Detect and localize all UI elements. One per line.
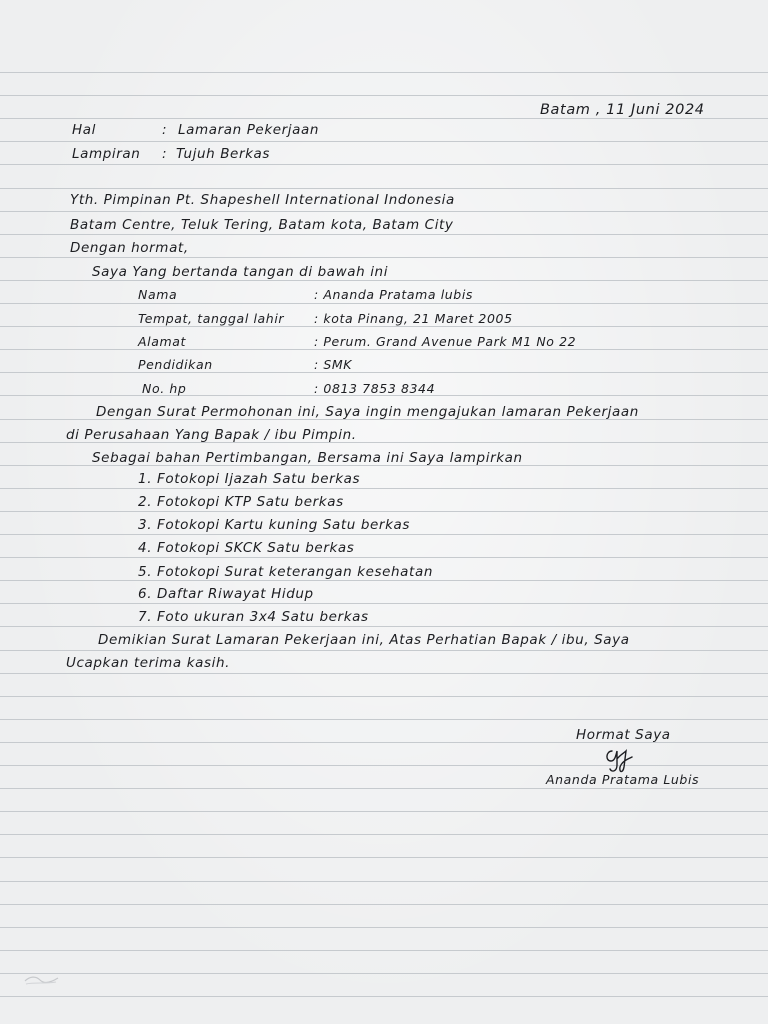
ruled-line [0,326,768,327]
sign-off: Hormat Saya [576,727,671,743]
signer-name: Ananda Pratama Lubis [546,772,700,787]
ruled-line [0,765,768,766]
ruled-line [0,164,768,165]
ruled-line [0,95,768,96]
attachment-item: 2. Fotokopi KTP Satu berkas [138,494,344,510]
recipient-line-1: Yth. Pimpinan Pt. Shapeshell International Indonesia [70,192,455,208]
attachment-label: Lampiran [72,146,141,162]
ruled-line [0,996,768,997]
ruled-line [0,257,768,258]
body-line-1: Dengan Surat Permohonan ini, Saya ingin mengajukan lamaran Pekerjaan [96,404,639,420]
ruled-line [0,557,768,558]
ruled-line [0,973,768,974]
recipient-line-2: Batam Centre, Teluk Tering, Batam kota, Batam City [70,217,454,233]
ruled-line [0,72,768,73]
ruled-line [0,811,768,812]
ruled-line [0,188,768,189]
ruled-line [0,673,768,674]
ruled-line [0,234,768,235]
attachment-value: Tujuh Berkas [176,146,271,162]
intro-line: Saya Yang bertanda tangan di bawah ini [92,264,389,280]
attachment-item: 6. Daftar Riwayat Hidup [138,586,314,602]
closing-line-1: Demikian Surat Lamaran Pekerjaan ini, Atas Perhatian Bapak / ibu, Saya [98,632,630,648]
ruled-line [0,488,768,489]
body-line-2: di Perusahaan Yang Bapak / ibu Pimpin. [66,427,357,443]
ruled-line [0,650,768,651]
ruled-line [0,696,768,697]
ruled-line [0,118,768,119]
place-date: Batam , 11 Juni 2024 [540,102,705,118]
field-label-address: Alamat [138,334,187,349]
subject-label: Hal [72,122,96,138]
attachment-item: 5. Fotokopi Surat keterangan kesehatan [138,564,433,580]
ruled-line [0,927,768,928]
ruled-line [0,950,768,951]
ruled-line [0,141,768,142]
attachment-item: 3. Fotokopi Kartu kuning Satu berkas [138,517,411,533]
field-value-address: : Perum. Grand Avenue Park M1 No 22 [314,334,577,349]
field-value-name: : Ananda Pratama lubis [314,287,474,302]
field-label-name: Nama [138,287,178,302]
ruled-line [0,280,768,281]
ruled-line [0,834,768,835]
field-value-phone: : 0813 7853 8344 [314,381,436,396]
field-label-phone: No. hp [142,381,187,396]
ruled-line [0,603,768,604]
greeting: Dengan hormat, [70,240,189,256]
subject-value: Lamaran Pekerjaan [178,122,320,138]
ruled-line [0,626,768,627]
ruled-line [0,904,768,905]
ruled-line [0,881,768,882]
page-corner-mark [22,972,62,986]
attachment-item: 7. Foto ukuran 3x4 Satu berkas [138,609,369,625]
ruled-line [0,580,768,581]
ruled-line [0,372,768,373]
ruled-line [0,303,768,304]
ruled-line [0,719,768,720]
field-label-birth: Tempat, tanggal lahir [138,311,285,326]
attachment-item: 1. Fotokopi Ijazah Satu berkas [138,471,361,487]
field-label-education: Pendidikan [138,357,213,372]
subject-separator: : [162,122,168,138]
attachment-item: 4. Fotokopi SKCK Satu berkas [138,540,355,556]
field-value-birth: : kota Pinang, 21 Maret 2005 [314,311,513,326]
field-value-education: : SMK [314,357,353,372]
ruled-line [0,534,768,535]
attachment-intro: Sebagai bahan Pertimbangan, Bersama ini Saya lampirkan [92,450,523,466]
ruled-line [0,857,768,858]
ruled-line [0,511,768,512]
signature-mark [602,745,636,775]
ruled-line [0,788,768,789]
attachment-separator: : [162,146,168,162]
closing-line-2: Ucapkan terima kasih. [66,655,231,671]
ruled-line [0,349,768,350]
ruled-line [0,211,768,212]
